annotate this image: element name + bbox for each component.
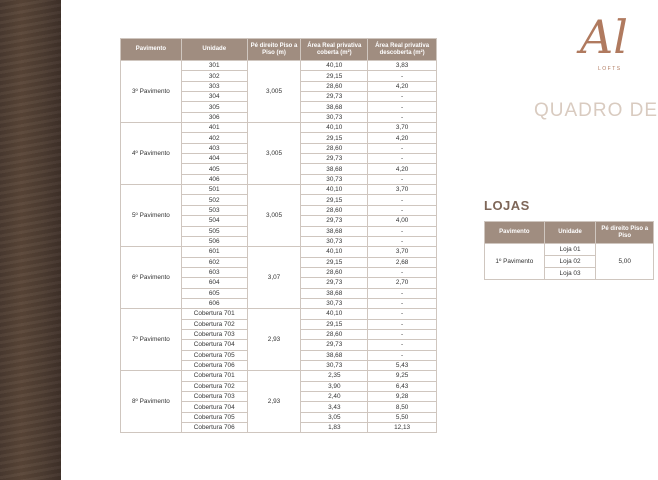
area-descoberta-cell: - <box>368 226 437 236</box>
area-coberta-cell: 2,35 <box>301 371 368 381</box>
area-coberta-cell: 29,73 <box>301 92 368 102</box>
unidade-cell: 606 <box>181 298 247 308</box>
pe-direito-cell: 2,93 <box>247 309 301 371</box>
area-coberta-cell: 29,15 <box>301 319 368 329</box>
table-row <box>121 371 437 381</box>
area-descoberta-cell: - <box>368 298 437 308</box>
area-coberta-cell: 29,15 <box>301 195 368 205</box>
lojas-unit: Loja 01 <box>544 244 596 256</box>
header-pavimento: Pavimento <box>121 39 182 61</box>
table-row <box>485 244 654 256</box>
header-area-descoberta: Área Real privativa descoberta (m²) <box>368 39 437 61</box>
unidade-cell: 504 <box>181 216 247 226</box>
unidade-cell: 503 <box>181 205 247 215</box>
pavimento-cell: 8º Pavimento <box>121 371 182 433</box>
unidade-cell: 403 <box>181 143 247 153</box>
area-coberta-cell: 2,40 <box>301 392 368 402</box>
area-descoberta-cell: 3,70 <box>368 185 437 195</box>
unidade-cell: Cobertura 701 <box>181 371 247 381</box>
unidade-cell: 502 <box>181 195 247 205</box>
area-descoberta-cell: - <box>368 340 437 350</box>
area-descoberta-cell: - <box>368 195 437 205</box>
area-descoberta-cell: 12,13 <box>368 423 437 433</box>
area-descoberta-cell: 4,20 <box>368 81 437 91</box>
area-coberta-cell: 3,90 <box>301 381 368 391</box>
area-coberta-cell: 28,60 <box>301 329 368 339</box>
area-coberta-cell: 28,60 <box>301 205 368 215</box>
area-descoberta-cell: - <box>368 319 437 329</box>
table-row <box>121 185 437 195</box>
unidade-cell: Cobertura 703 <box>181 329 247 339</box>
pe-direito-cell: 3,005 <box>247 61 301 123</box>
area-coberta-cell: 28,60 <box>301 81 368 91</box>
area-coberta-cell: 30,73 <box>301 360 368 370</box>
table-row <box>121 61 437 71</box>
area-descoberta-cell: 8,50 <box>368 402 437 412</box>
area-descoberta-cell: 4,20 <box>368 164 437 174</box>
unidade-cell: 602 <box>181 257 247 267</box>
unidade-cell: 405 <box>181 164 247 174</box>
lojas-header-unidade: Unidade <box>544 222 596 244</box>
pavimento-cell: 4º Pavimento <box>121 123 182 185</box>
area-coberta-cell: 28,60 <box>301 267 368 277</box>
area-descoberta-cell: 9,28 <box>368 392 437 402</box>
table-row <box>121 309 437 319</box>
area-coberta-cell: 3,05 <box>301 412 368 422</box>
area-descoberta-cell: 2,70 <box>368 278 437 288</box>
area-descoberta-cell: 4,20 <box>368 133 437 143</box>
pe-direito-cell: 3,07 <box>247 247 301 309</box>
pe-direito-cell: 3,005 <box>247 123 301 185</box>
lojas-table <box>484 221 654 280</box>
unidade-cell: 501 <box>181 185 247 195</box>
unidade-cell: 605 <box>181 288 247 298</box>
area-coberta-cell: 40,10 <box>301 123 368 133</box>
area-coberta-cell: 30,73 <box>301 236 368 246</box>
unidade-cell: 402 <box>181 133 247 143</box>
unidade-cell: Cobertura 703 <box>181 392 247 402</box>
lojas-pe-direito: 5,00 <box>596 244 654 280</box>
area-coberta-cell: 30,73 <box>301 112 368 122</box>
areas-table-header <box>121 39 437 61</box>
area-coberta-cell: 40,10 <box>301 185 368 195</box>
area-descoberta-cell: 5,43 <box>368 360 437 370</box>
area-descoberta-cell: - <box>368 236 437 246</box>
area-coberta-cell: 29,15 <box>301 71 368 81</box>
area-descoberta-cell: - <box>368 112 437 122</box>
unidade-cell: Cobertura 705 <box>181 350 247 360</box>
unidade-cell: 404 <box>181 154 247 164</box>
pe-direito-cell: 2,93 <box>247 371 301 433</box>
unidade-cell: 603 <box>181 267 247 277</box>
lojas-header-pe-direito: Pé direito Piso a Piso <box>596 222 654 244</box>
unidade-cell: Cobertura 702 <box>181 381 247 391</box>
area-coberta-cell: 40,10 <box>301 61 368 71</box>
unidade-cell: 304 <box>181 92 247 102</box>
area-coberta-cell: 29,73 <box>301 154 368 164</box>
unidade-cell: Cobertura 705 <box>181 412 247 422</box>
area-descoberta-cell: 3,70 <box>368 123 437 133</box>
unidade-cell: Cobertura 706 <box>181 423 247 433</box>
area-descoberta-cell: 3,83 <box>368 61 437 71</box>
unidade-cell: 505 <box>181 226 247 236</box>
unidade-cell: 306 <box>181 112 247 122</box>
pavimento-cell: 5º Pavimento <box>121 185 182 247</box>
unidade-cell: 604 <box>181 278 247 288</box>
area-descoberta-cell: 3,70 <box>368 247 437 257</box>
unidade-cell: 301 <box>181 61 247 71</box>
area-coberta-cell: 30,73 <box>301 298 368 308</box>
area-descoberta-cell: 2,68 <box>368 257 437 267</box>
header-unidade: Unidade <box>181 39 247 61</box>
area-coberta-cell: 29,73 <box>301 278 368 288</box>
area-coberta-cell: 30,73 <box>301 174 368 184</box>
lojas-unit: Loja 03 <box>544 268 596 280</box>
area-descoberta-cell: - <box>368 102 437 112</box>
areas-table <box>120 38 437 433</box>
unidade-cell: Cobertura 704 <box>181 340 247 350</box>
lojas-table-header <box>485 222 654 244</box>
lojas-header-pavimento: Pavimento <box>485 222 545 244</box>
area-coberta-cell: 1,83 <box>301 423 368 433</box>
area-descoberta-cell: - <box>368 71 437 81</box>
area-descoberta-cell: - <box>368 174 437 184</box>
area-coberta-cell: 38,68 <box>301 102 368 112</box>
area-descoberta-cell: - <box>368 309 437 319</box>
unidade-cell: Cobertura 704 <box>181 402 247 412</box>
brand-logo-subtitle: LOFTS <box>598 66 622 72</box>
area-descoberta-cell: - <box>368 350 437 360</box>
wood-texture-panel <box>0 0 61 480</box>
unidade-cell: 506 <box>181 236 247 246</box>
area-coberta-cell: 38,68 <box>301 288 368 298</box>
header-pe-direito: Pé direito Piso a Piso (m) <box>247 39 301 61</box>
unidade-cell: Cobertura 702 <box>181 319 247 329</box>
area-coberta-cell: 3,43 <box>301 402 368 412</box>
brand-logo: Al <box>580 10 628 64</box>
area-descoberta-cell: 5,50 <box>368 412 437 422</box>
lojas-unit: Loja 02 <box>544 256 596 268</box>
table-row <box>121 123 437 133</box>
pe-direito-cell: 3,005 <box>247 185 301 247</box>
area-coberta-cell: 38,68 <box>301 164 368 174</box>
unidade-cell: 302 <box>181 71 247 81</box>
unidade-cell: 401 <box>181 123 247 133</box>
pavimento-cell: 3º Pavimento <box>121 61 182 123</box>
unidade-cell: Cobertura 701 <box>181 309 247 319</box>
area-coberta-cell: 29,73 <box>301 216 368 226</box>
area-descoberta-cell: - <box>368 205 437 215</box>
area-coberta-cell: 38,68 <box>301 226 368 236</box>
area-coberta-cell: 38,68 <box>301 350 368 360</box>
area-descoberta-cell: - <box>368 143 437 153</box>
unidade-cell: 406 <box>181 174 247 184</box>
area-descoberta-cell: 9,25 <box>368 371 437 381</box>
area-descoberta-cell: - <box>368 288 437 298</box>
area-coberta-cell: 29,73 <box>301 340 368 350</box>
unidade-cell: 305 <box>181 102 247 112</box>
unidade-cell: 601 <box>181 247 247 257</box>
area-coberta-cell: 40,10 <box>301 309 368 319</box>
unidade-cell: Cobertura 706 <box>181 360 247 370</box>
lojas-title: LOJAS <box>484 198 530 213</box>
area-descoberta-cell: - <box>368 154 437 164</box>
table-row <box>121 247 437 257</box>
header-area-coberta: Área Real privativa coberta (m²) <box>301 39 368 61</box>
area-descoberta-cell: - <box>368 329 437 339</box>
area-coberta-cell: 29,15 <box>301 257 368 267</box>
area-descoberta-cell: 6,43 <box>368 381 437 391</box>
area-descoberta-cell: 4,00 <box>368 216 437 226</box>
pavimento-cell: 6º Pavimento <box>121 247 182 309</box>
lojas-pavimento: 1º Pavimento <box>485 244 545 280</box>
area-coberta-cell: 40,10 <box>301 247 368 257</box>
area-descoberta-cell: - <box>368 267 437 277</box>
pavimento-cell: 7º Pavimento <box>121 309 182 371</box>
area-coberta-cell: 29,15 <box>301 133 368 143</box>
quadro-title: QUADRO DE <box>534 100 658 121</box>
area-coberta-cell: 28,60 <box>301 143 368 153</box>
unidade-cell: 303 <box>181 81 247 91</box>
area-descoberta-cell: - <box>368 92 437 102</box>
